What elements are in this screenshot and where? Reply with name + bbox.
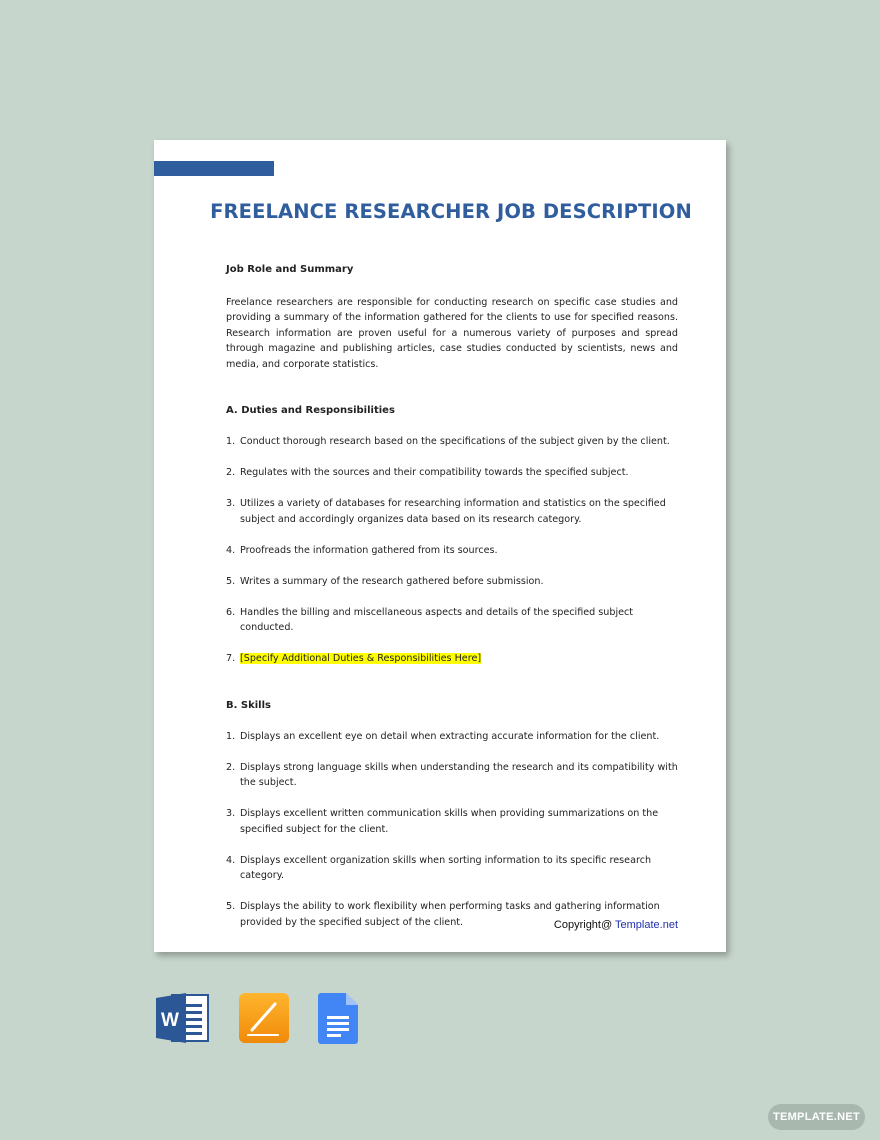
duty-item: 5. Writes a summary of the research gathered before submission. bbox=[226, 575, 544, 587]
duty-item: 1. Conduct thorough research based on the specifications of the subject given by the client. bbox=[226, 436, 670, 447]
skill-item: 5. Displays the ability to work flexibility when performing tasks and gathering information provided by the specified subject of the client. bbox=[226, 901, 660, 928]
duty-item: 6. Handles the billing and miscellaneous aspects and details of the specified subject conducted. bbox=[226, 606, 634, 633]
highlighted-placeholder: [Specify Additional Duties & Responsibilities Here] bbox=[240, 653, 482, 664]
skills-list bbox=[226, 729, 678, 931]
duties-heading: A. Duties and Responsibilities bbox=[226, 405, 395, 416]
google-docs-icon[interactable] bbox=[318, 992, 358, 1049]
duty-item: 3. Utilizes a variety of databases for researching information and statistics on the specified subject and accordingly organizes data based on its research category. bbox=[226, 498, 666, 525]
duties-list bbox=[226, 434, 678, 667]
copyright-link[interactable]: Template.net bbox=[615, 919, 678, 931]
pages-icon[interactable] bbox=[238, 992, 290, 1049]
duty-item-placeholder: 7. [Specify Additional Duties & Responsibilities Here] bbox=[226, 653, 482, 664]
duty-item: 2. Regulates with the sources and their compatibility towards the specified subject. bbox=[226, 467, 629, 478]
document-title: FREELANCE RESEARCHER JOB DESCRIPTION bbox=[210, 200, 692, 223]
template-net-badge[interactable]: TEMPLATE.NET bbox=[768, 1104, 865, 1130]
summary-heading: Job Role and Summary bbox=[226, 264, 354, 275]
skill-item: 4. Displays excellent organization skills when sorting information to its specific research category. bbox=[226, 854, 652, 881]
accent-bar bbox=[154, 161, 274, 176]
copyright-label: Copyright@ bbox=[553, 919, 613, 931]
svg-text:W: W bbox=[161, 1010, 179, 1031]
skills-heading: B. Skills bbox=[226, 699, 271, 711]
duty-item: 4. Proofreads the information gathered from its sources. bbox=[226, 544, 498, 556]
skill-item: 3. Displays excellent written communication skills when providing summarizations on the specified subject for the client. bbox=[226, 808, 659, 835]
document-content bbox=[226, 262, 678, 930]
word-icon[interactable] bbox=[154, 992, 210, 1049]
summary-text: Freelance researchers are responsible for conducting research on specific case studies and providing a summary of the information gathered for the clients to use for specified reasons. Research information are proven useful for a numerous variety of purposes and spread through magazine and publishing articles, case studies conducted by scientists, news and media, and corporate statistics. bbox=[226, 296, 678, 370]
document-page bbox=[154, 140, 726, 952]
skill-item: 1. Displays an excellent eye on detail when extracting accurate information for the client. bbox=[226, 730, 660, 742]
copyright-line bbox=[554, 919, 678, 931]
skill-item: 2. Displays strong language skills when understanding the research and its compatibility with the subject. bbox=[226, 761, 678, 788]
